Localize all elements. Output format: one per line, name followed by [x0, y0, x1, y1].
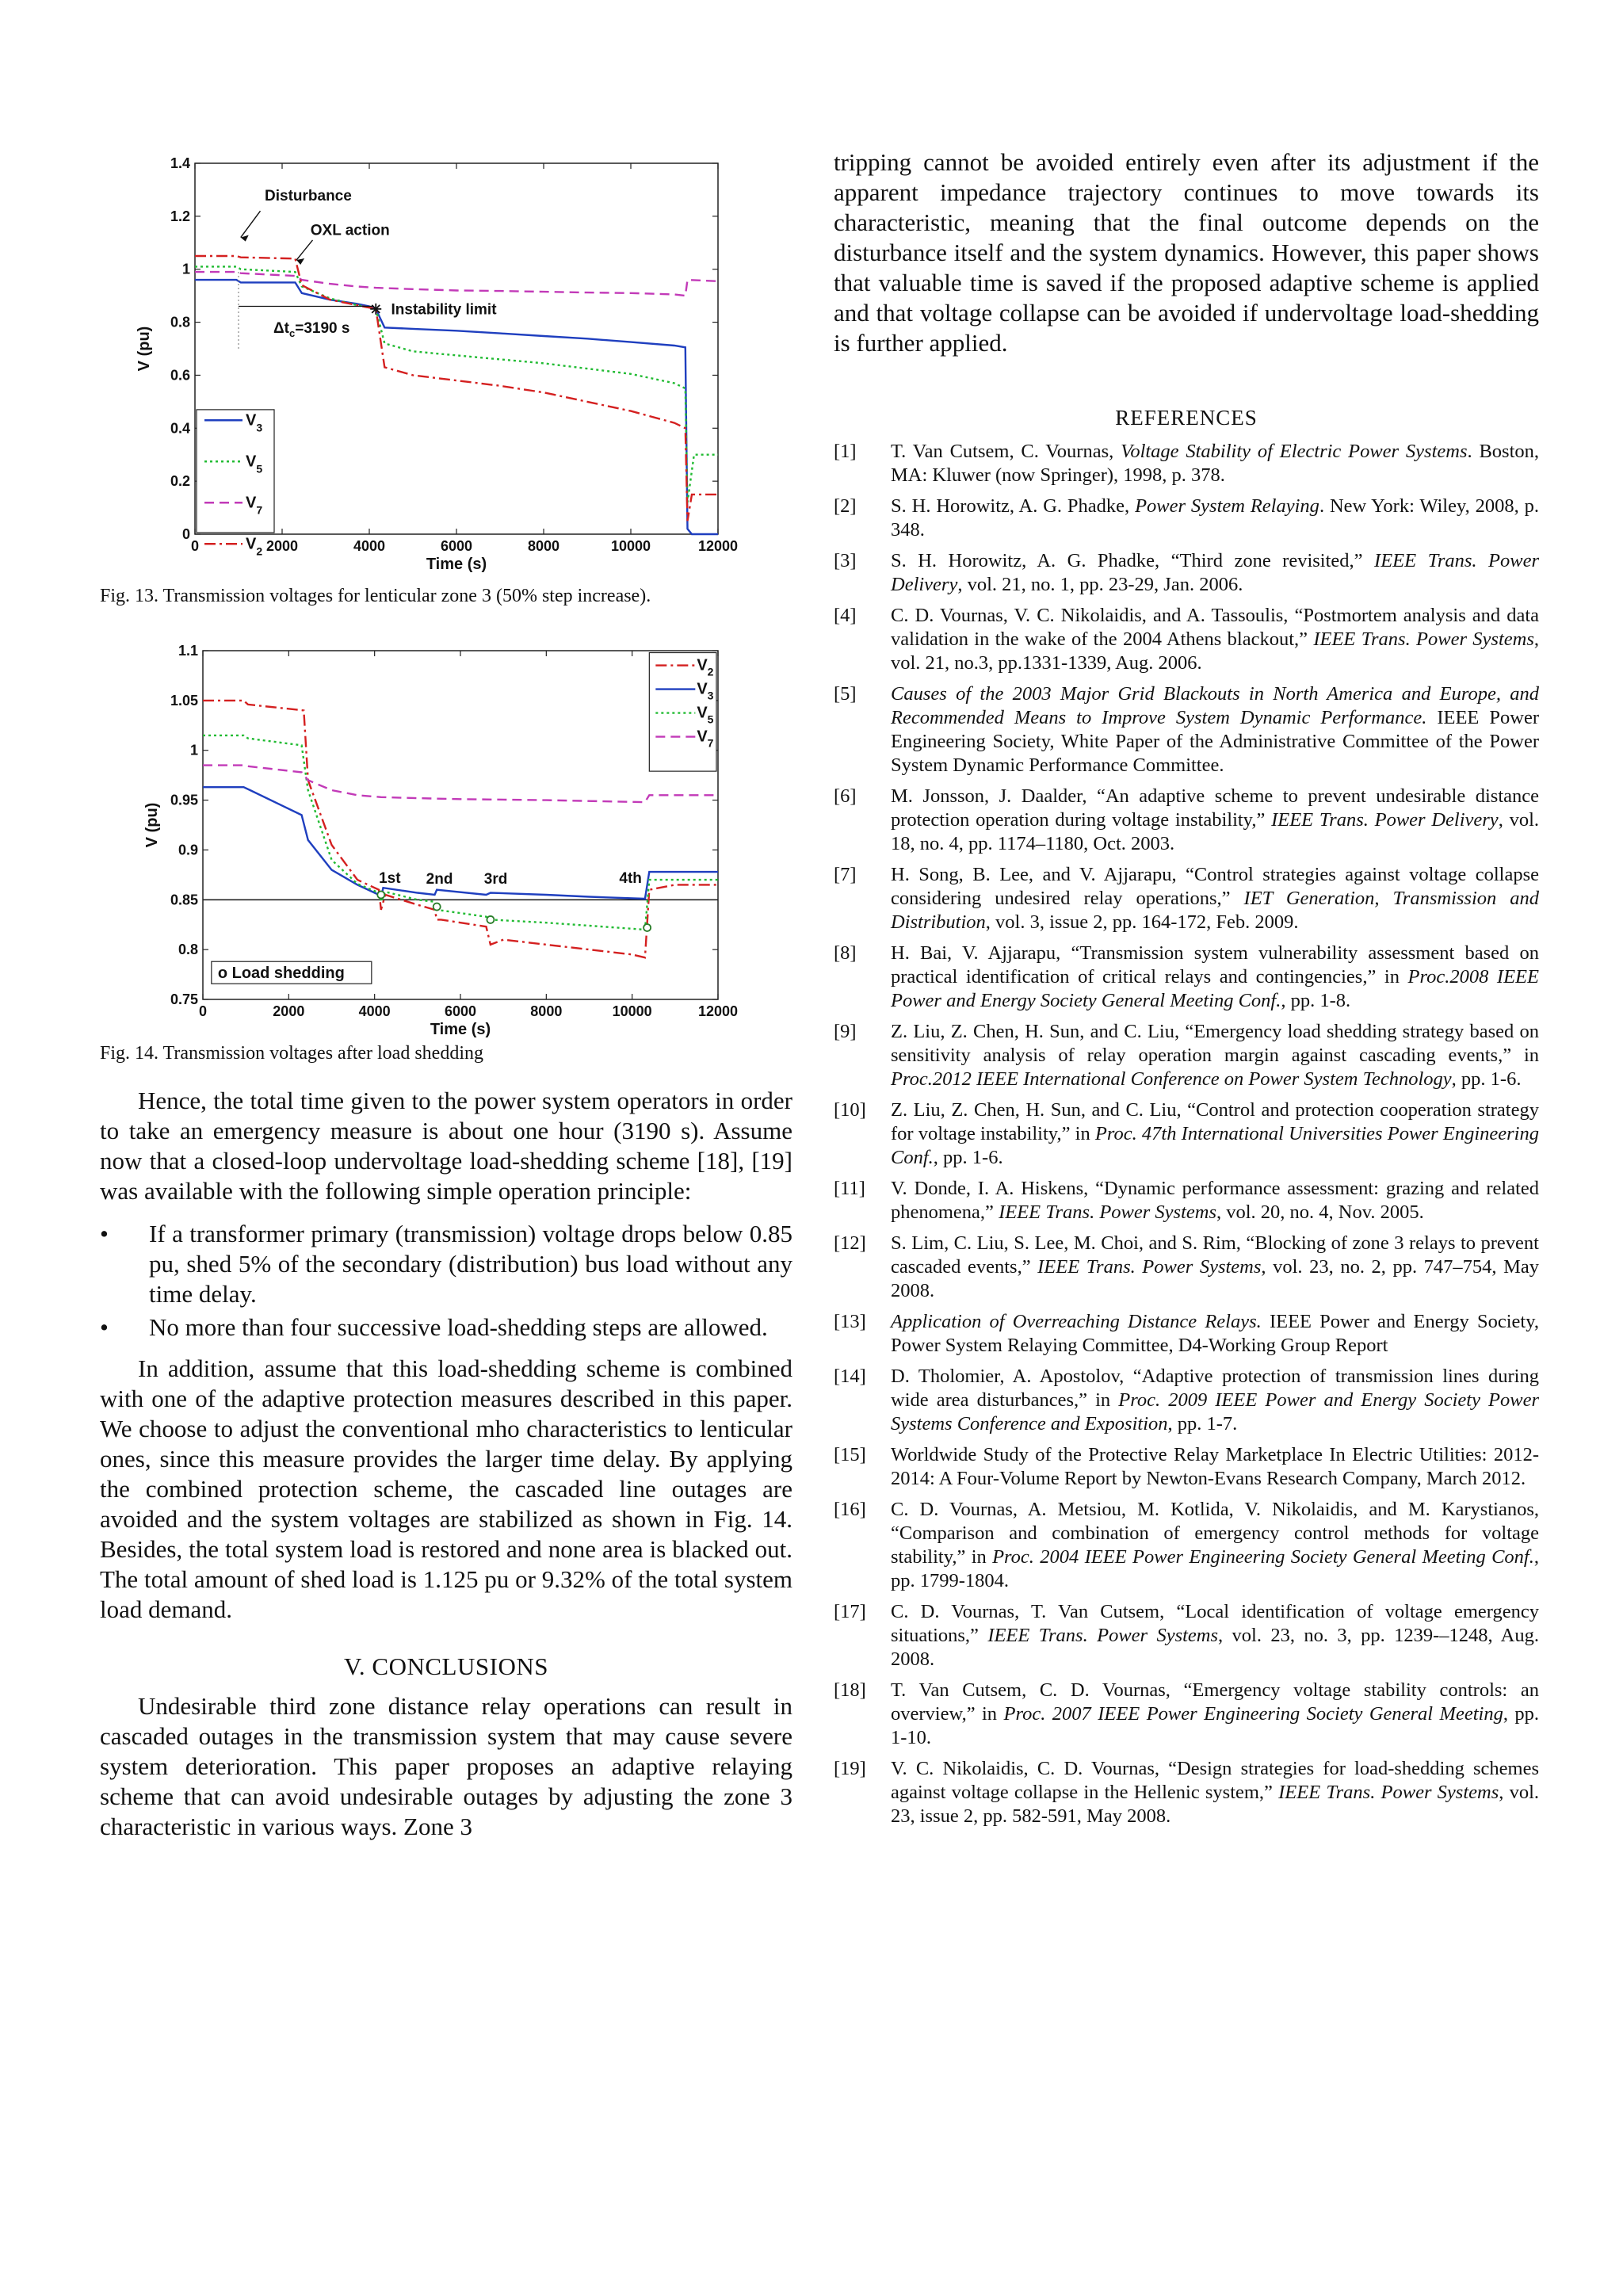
reference-italic: IEEE Trans. Power Delivery [1271, 809, 1499, 831]
y-tick-label: 1 [181, 261, 190, 277]
y-tick-label: 0 [181, 526, 190, 542]
x-tick-label: 8000 [527, 538, 560, 554]
step-label-1st: 1st [379, 869, 401, 887]
y-tick-label: 0.6 [170, 367, 190, 384]
reference-text: , vol. 23, issue 2, pp. 582-591, May 2008. [891, 1782, 1539, 1827]
load-shedding-marker [487, 916, 494, 923]
paragraph-continued: tripping cannot be avoided entirely even after its adjustment if the apparent impedance trajectory continues to move towards its characteristic, meaning that the final outcome depends on the disturbance itself and the system dynamics. However, this paper shows that valuable time is saved if the proposed adaptive scheme is applied and that voltage collapse can be avoided if undervoltage load-shedding is further applied. [834, 148, 1539, 357]
x-tick-label: 0 [198, 1003, 208, 1019]
reference-text: Z. Liu, Z. Chen, H. Sun, and C. Liu, “Control and protection cooperation strategy for voltage instability,” in [891, 1099, 1539, 1144]
reference-text: V. Donde, I. A. Hiskens, “Dynamic performance assessment: grazing and related phenomena,” [891, 1178, 1539, 1223]
legend-label-sub: 7 [256, 503, 263, 517]
reference-text: C. D. Vournas, A. Metsiou, M. Kotlida, V. Nikolaidis, and M. Karystianos, “Comparison and combination of emergency control methods for voltage stability,” in [891, 1499, 1539, 1568]
reference-item [834, 604, 1539, 675]
reference-text: , vol. 20, no. 4, Nov. 2005. [1216, 1201, 1424, 1223]
legend-label: $V_5$ [697, 704, 714, 726]
reference-item [834, 682, 1539, 777]
step-label-2nd: 2nd [426, 871, 453, 888]
reference-italic: IEEE Trans. Power Systems [1313, 628, 1534, 650]
reference-text: M. Jonsson, J. Daalder, “An adaptive scheme to prevent undesirable distance protection operation during voltage instability,” [891, 785, 1539, 831]
x-tick-label: 12000 [697, 1003, 739, 1019]
legend-label-sub: 5 [707, 712, 714, 726]
reference-item [834, 1600, 1539, 1671]
fig14-caption: Fig. 14. Transmission voltages after load shedding [100, 1043, 483, 1064]
reference-text: . New York: Wiley, 2008, p. 348. [891, 495, 1540, 541]
reference-text: S. H. Horowitz, A. G. Phadke, [891, 495, 1136, 517]
reference-italic: Proc.2008 IEEE Power and Energy Society General Meeting Conf. [891, 966, 1539, 1011]
instability-star-icon [370, 304, 381, 315]
reference-italic: IET Generation, Transmission and Distribution [891, 888, 1539, 933]
legend-label-sub: 7 [707, 736, 714, 750]
reference-item [834, 1679, 1539, 1750]
annotation-delta-t [273, 320, 349, 339]
y-tick-label: 1.05 [170, 692, 198, 709]
bullet-dot: • [100, 1313, 109, 1341]
reference-item [834, 785, 1539, 856]
reference-text: V. C. Nikolaidis, C. D. Vournas, “Design strategies for load-shedding schemes against voltage collapse in the Hellenic system,” [891, 1758, 1539, 1803]
reference-text: H. Bai, V. Ajjarapu, “Transmission system vulnerability assessment based on practical identification of critical relays and contingencies,” in [891, 942, 1539, 988]
reference-number: [17] [834, 1601, 866, 1622]
y-axis-label: V (pu) [136, 326, 153, 372]
y-axis-label: V (pu) [143, 802, 161, 848]
reference-text: , pp. 1-7. [1167, 1413, 1238, 1435]
reference-italic: IEEE Trans. Power Systems [1278, 1782, 1499, 1803]
bullet-item: • No more than four successive load-shedding steps are allowed. [100, 1313, 768, 1341]
reference-text: , pp. 1799-1804. [891, 1546, 1539, 1591]
reference-text: H. Song, B. Lee, and V. Ajjarapu, “Control strategies against voltage collapse considering undesired relay operations,” [891, 864, 1539, 909]
reference-number: [19] [834, 1758, 866, 1779]
x-tick-label: 8000 [530, 1003, 563, 1019]
reference-item [834, 1098, 1539, 1170]
reference-item [834, 942, 1539, 1013]
y-tick-label: 0.9 [178, 842, 198, 858]
reference-text: Worldwide Study of the Protective Relay Marketplace In Electric Utilities: 2012-2014: A Four-Volume Report by Newton-Evans Research Company, March 2012. [891, 1444, 1539, 1489]
legend-label-sub: 2 [256, 544, 263, 558]
x-tick-label: 4000 [358, 1003, 391, 1019]
annotation-oxl-action: OXL action [310, 222, 390, 239]
annotation-delta-t-value: =3190 s [295, 319, 350, 337]
reference-item [834, 1498, 1539, 1593]
reference-text: IEEE Power Engineering Society, White Paper of the Administrative Committee of the Power System Dynamic Performance Committee. [891, 707, 1539, 776]
reference-number: [3] [834, 550, 857, 571]
figure-13 [100, 143, 792, 608]
reference-text: , vol. 21, no.3, pp.1331-1339, Aug. 2006. [891, 628, 1539, 674]
reference-italic: Voltage Stability of Electric Power Systems [1121, 441, 1468, 462]
reference-text: , vol. 23, no. 2, pp. 747–754, May 2008. [891, 1256, 1540, 1301]
paragraph-conclusions: Undesirable third zone distance relay operations can result in cascaded outages in the transmission system that may cause severe system deterioration. This paper proposes an adaptive relaying scheme that can avoid undesirable outages by adjusting the zone 3 characteristic in various ways. Zone 3 [100, 1692, 792, 1840]
reference-item [834, 1443, 1539, 1491]
load-shedding-marker [377, 892, 384, 899]
reference-number: [7] [834, 864, 857, 885]
legend-label-sub: 3 [707, 689, 714, 702]
y-tick-label: 1.1 [178, 643, 198, 659]
annotation-disturbance: Disturbance [265, 187, 352, 204]
legend-label-sub: 3 [256, 421, 263, 434]
x-tick-label: 12000 [697, 538, 739, 554]
references-title: REFERENCES [1115, 406, 1258, 430]
y-tick-label: 0.8 [170, 314, 190, 330]
x-tick-label: 2000 [265, 538, 299, 554]
y-tick-label: 0.2 [170, 473, 190, 490]
reference-italic: Proc. 47th International Universities Power Engineering Conf. [891, 1123, 1539, 1168]
reference-text: S. Lim, C. Liu, S. Lee, M. Choi, and S. Rim, “Blocking of zone 3 relays to prevent cascaded events,” [891, 1232, 1539, 1278]
reference-item [834, 495, 1539, 542]
reference-italic: IEEE Trans. Power Delivery [891, 550, 1539, 595]
x-axis-label: Time (s) [430, 1021, 491, 1038]
reference-text: , pp. 1-6. [1451, 1068, 1522, 1090]
reference-number: [10] [834, 1099, 866, 1121]
reference-text: , pp. 1-8. [1281, 990, 1351, 1011]
reference-text: , pp. 1-10. [891, 1703, 1540, 1748]
reference-number: [6] [834, 785, 857, 807]
reference-text: IEEE Power and Energy Society, Power System Relaying Committee, D4-Working Group Report [891, 1311, 1540, 1356]
reference-italic: Causes of the 2003 Major Grid Blackouts in North America and Europe, and Recommended Means to Improve System Dynamic Performance. [891, 683, 1539, 728]
reference-text: . Boston, MA: Kluwer (now Springer), 1998, p. 378. [891, 441, 1539, 486]
reference-text: Z. Liu, Z. Chen, H. Sun, and C. Liu, “Emergency load shedding strategy based on sensitivity analysis of relay operation margin against cascading events,” in [891, 1021, 1539, 1066]
marker-legend-label: o Load shedding [217, 965, 345, 983]
y-tick-label: 0.75 [170, 991, 198, 1007]
reference-number: [2] [834, 495, 857, 517]
reference-text: T. Van Cutsem, C. Vournas, [891, 441, 1121, 462]
legend-label: $V_7$ [697, 728, 714, 750]
paragraph-addition: In addition, assume that this load-shedding scheme is combined with one of the adaptive protection measures described in this paper. We choose to adjust the conventional mho characteristics to lenticular ones, since this measure provides the larger time delay. By applying the combined protection scheme, the cascaded line outages are avoided and the system voltages are stabilized as shown in Fig. 14. Besides, the total system load is restored and none area is blacked out. The total amount of shed load is 1.125 pu or 9.32% of the total system load demand. [100, 1354, 792, 1623]
reference-item [834, 1365, 1539, 1436]
reference-text: D. Tholomier, A. Apostolov, “Adaptive protection of transmission lines during wide area disturbances,” in [891, 1366, 1539, 1411]
section-title-conclusions: V. CONCLUSIONS [344, 1652, 548, 1680]
fig14-chart [100, 640, 739, 1040]
reference-number: [16] [834, 1499, 866, 1520]
reference-item [834, 440, 1539, 487]
reference-text: C. D. Vournas, V. C. Nikolaidis, and A. Tassoulis, “Postmortem analysis and data validation in the wake of the 2004 Athens blackout,” [891, 605, 1539, 650]
reference-item [834, 1020, 1539, 1091]
marker-legend [212, 961, 372, 984]
x-tick-label: 2000 [273, 1003, 305, 1019]
y-tick-label: 1.2 [170, 208, 190, 224]
legend-label: $V_7$ [246, 494, 263, 517]
load-shedding-marker [433, 904, 441, 911]
reference-item [834, 1177, 1539, 1224]
reference-item [834, 549, 1539, 597]
reference-text: , pp. 1-6. [933, 1147, 1003, 1168]
legend-box [197, 410, 274, 533]
x-tick-label: 0 [190, 538, 200, 554]
legend-label: $V_2$ [697, 656, 714, 678]
x-tick-label: 10000 [610, 538, 651, 554]
y-tick-label: 1 [189, 742, 198, 758]
reference-italic: Application of Overreaching Distance Relays. [891, 1311, 1262, 1332]
reference-item [834, 863, 1539, 934]
y-tick-label: 0.4 [170, 420, 190, 437]
step-label-4th: 4th [619, 869, 642, 887]
legend-label-sub: 5 [256, 462, 263, 476]
x-tick-label: 6000 [444, 1003, 477, 1019]
fig13-chart [100, 143, 739, 583]
bullet-dot: • [100, 1220, 109, 1247]
reference-text: , vol. 21, no. 1, pp. 23-29, Jan. 2006. [957, 574, 1243, 595]
reference-italic: Proc. 2004 IEEE Power Engineering Society General Meeting Conf. [992, 1546, 1534, 1568]
x-axis-label: Time (s) [426, 556, 487, 573]
legend-label: $V_3$ [246, 411, 263, 434]
load-shedding-marker [643, 924, 651, 931]
bullet-item: • If a transformer primary (transmission) voltage drops below 0.85 pu, shed 5% of the secondary (distribution) bus load without any time delay. [100, 1220, 792, 1308]
reference-italic: Proc. 2007 IEEE Power Engineering Society General Meeting [1003, 1703, 1503, 1725]
reference-number: [15] [834, 1444, 866, 1465]
legend-label: $V_5$ [246, 453, 263, 476]
x-tick-label: 6000 [440, 538, 473, 554]
right-body [834, 147, 1539, 358]
reference-italic: IEEE Trans. Power Systems [999, 1201, 1216, 1223]
reference-number: [9] [834, 1021, 857, 1042]
annotation-delta-t-symbol: Δt [273, 319, 289, 337]
reference-number: [11] [834, 1178, 865, 1199]
reference-item [834, 1310, 1539, 1358]
reference-italic: Proc.2012 IEEE International Conference on Power System Technology [891, 1068, 1452, 1090]
reference-number: [14] [834, 1366, 866, 1387]
paragraph-hence: Hence, the total time given to the power system operators in order to take an emergency measure is about one hour (3190 s). Assume now that a closed-loop undervoltage load-shedding scheme [18], [19] was available with the following simple operation principle: [100, 1087, 792, 1205]
reference-number: [8] [834, 942, 857, 964]
step-label-3rd: 3rd [483, 871, 508, 888]
reference-list [834, 440, 1539, 1828]
reference-italic: IEEE Trans. Power Systems [1037, 1256, 1262, 1278]
reference-text: C. D. Vournas, T. Van Cutsem, “Local identification of voltage emergency situations,” [891, 1601, 1539, 1646]
annotation-delta-t-sub: c [288, 327, 296, 339]
reference-number: [13] [834, 1311, 866, 1332]
y-tick-label: 0.85 [170, 892, 198, 908]
reference-number: [4] [834, 605, 857, 626]
reference-italic: Proc. 2009 IEEE Power and Energy Society Power Systems Conference and Exposition [891, 1389, 1539, 1435]
left-body [100, 1086, 792, 1842]
reference-text: , vol. 3, issue 2, pp. 164-172, Feb. 2009. [985, 911, 1299, 933]
legend-label-sub: 2 [707, 665, 714, 678]
x-tick-label: 4000 [353, 538, 386, 554]
reference-text: T. Van Cutsem, C. D. Vournas, “Emergency voltage stability controls: an overview,” in [891, 1679, 1539, 1725]
right-column [834, 147, 1539, 1836]
reference-item [834, 1757, 1539, 1828]
plot-area [203, 651, 718, 999]
legend-label: $V_3$ [697, 680, 714, 702]
left-column [100, 143, 792, 1842]
reference-number: [12] [834, 1232, 866, 1254]
reference-number: [1] [834, 441, 857, 462]
reference-text: S. H. Horowitz, A. G. Phadke, “Third zone revisited,” [891, 550, 1375, 571]
figure-14 [100, 640, 792, 1065]
bullet-list [100, 1219, 792, 1343]
reference-text: , vol. 23, no. 3, pp. 1239-–1248, Aug. 2008. [891, 1625, 1539, 1670]
legend [649, 653, 716, 772]
y-tick-label: 0.95 [170, 792, 198, 808]
reference-item [834, 1232, 1539, 1303]
legend [197, 410, 274, 557]
reference-italic: IEEE Trans. Power Systems [987, 1625, 1219, 1646]
fig13-caption: Fig. 13. Transmission voltages for lenticular zone 3 (50% step increase). [100, 586, 651, 606]
legend-label: $V_2$ [246, 535, 263, 558]
reference-italic: Power System Relaying [1135, 495, 1319, 517]
reference-text: , vol. 18, no. 4, pp. 1174–1180, Oct. 2003. [891, 809, 1539, 854]
annotation-instability-limit: Instability limit [391, 301, 497, 319]
y-tick-label: 0.8 [178, 942, 198, 958]
reference-number: [5] [834, 683, 857, 705]
y-tick-label: 1.4 [170, 155, 190, 171]
x-tick-label: 10000 [612, 1003, 652, 1019]
reference-number: [18] [834, 1679, 866, 1701]
